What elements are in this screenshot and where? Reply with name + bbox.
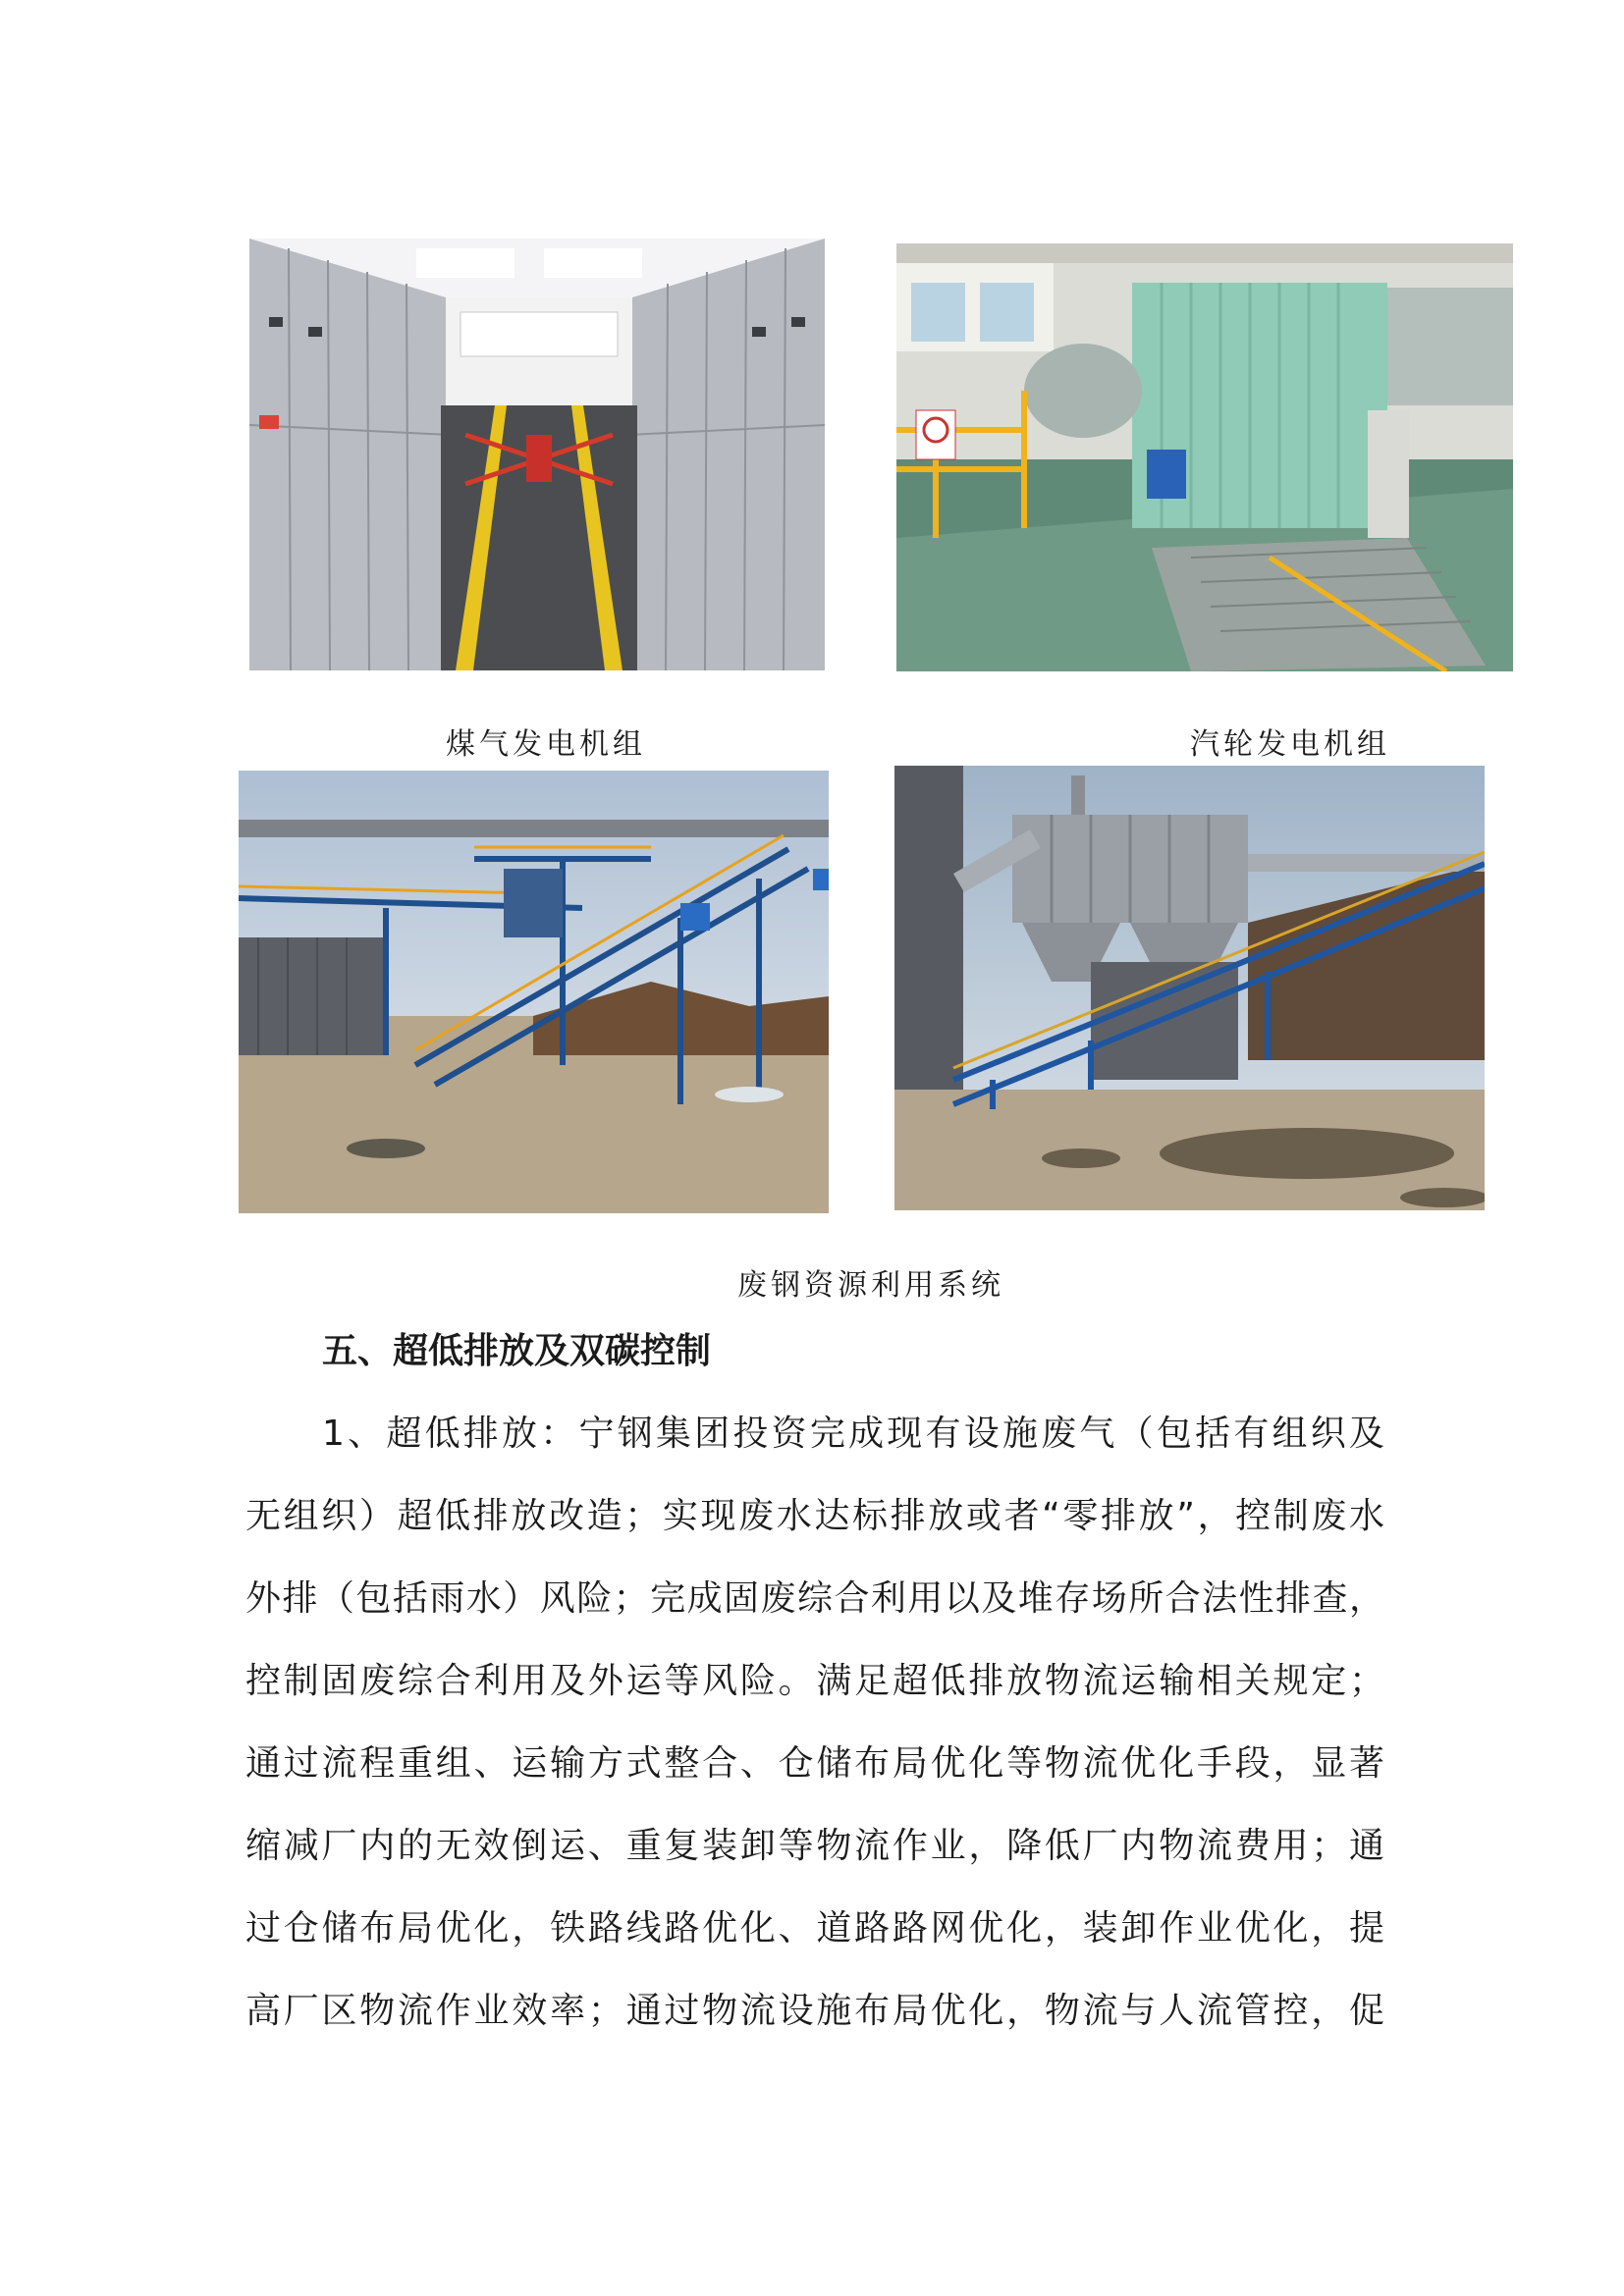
scrap-steel-dust-collector-photo: [894, 766, 1485, 1210]
paragraph-line: 通过流程重组、运输方式整合、仓储布局优化等物流优化手段，显著: [245, 1743, 1384, 1784]
paragraph-line: 控制固废综合利用及外运等风险。满足超低排放物流运输相关规定；: [245, 1661, 1384, 1701]
paragraph-line: 过仓储布局优化，铁路线路优化、道路路网优化，装卸作业优化，提: [245, 1908, 1384, 1949]
paragraph-line: 高厂区物流作业效率；通过物流设施布局优化，物流与人流管控，促: [245, 1991, 1384, 2031]
scrap-steel-system-caption: 废钢资源利用系统: [737, 1268, 1004, 1303]
paragraph-line: 无组织）超低排放改造；实现废水达标排放或者“零排放”，控制废水: [245, 1496, 1384, 1536]
section-heading: 五、超低排放及双碳控制: [322, 1331, 712, 1371]
paragraph-line: 外排（包括雨水）风险；完成固废综合利用以及堆存场所合法性排查，: [245, 1578, 1384, 1619]
paragraph-line: 缩减厂内的无效倒运、重复装卸等物流作业，降低厂内物流费用；通: [245, 1826, 1384, 1866]
scrap-steel-conveyor-photo: [239, 771, 829, 1213]
coal-gas-generator-caption: 煤气发电机组: [446, 727, 646, 762]
coal-gas-generator-photo: [249, 239, 825, 670]
paragraph-line: 1、超低排放：宁钢集团投资完成现有设施废气（包括有组织及: [322, 1414, 1384, 1454]
steam-turbine-generator-caption: 汽轮发电机组: [1190, 727, 1390, 762]
steam-turbine-generator-photo: [896, 243, 1513, 671]
